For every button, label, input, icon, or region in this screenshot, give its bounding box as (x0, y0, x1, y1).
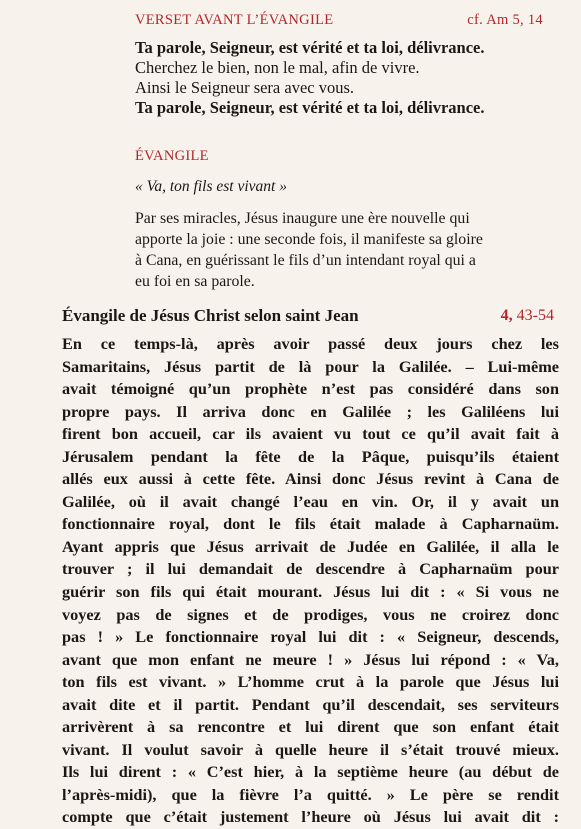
gospel-ref-chapter: 4, (500, 307, 513, 324)
verse-line: Ta parole, Seigneur, est vérité et ta loi, délivrance. (135, 98, 485, 117)
intro-line: Par ses miracles, Jésus inaugure une ère nouvelle qui (135, 210, 470, 227)
intro-line: apporte la joie : une seconde fois, il manifeste sa gloire (135, 231, 483, 248)
gospel-reference (501, 307, 554, 325)
gospel-body (62, 333, 559, 829)
body-line: avait témoigné qu’un prophète n’est pas considéré dans son (62, 379, 559, 399)
body-line: l’après-midi), que la fièvre l’a quitté. » Le père se rendit (62, 784, 559, 804)
body-line: Samaritains, Jésus partit de là pour la Galilée. – Lui-même (62, 356, 559, 376)
body-line: Jérusalem pendant la fête de la Pâque, puisqu’ils étaient (62, 446, 559, 466)
gospel-heading-text: Évangile de Jésus Christ selon saint Jean (62, 306, 359, 325)
body-line: Ils lui dirent : « C’est hier, à la septième heure (au début de (62, 762, 559, 782)
body-line: allés eux aussi à cette fête. Ainsi donc Jésus revint à Cana de (62, 469, 559, 489)
body-line: vivant. Il voulut savoir à quelle heure il s’était trouvé mieux. (62, 739, 559, 759)
body-line: Galilée, où il avait changé l’eau en vin. Or, il y avait un (62, 491, 559, 511)
body-line: fonctionnaire royal, dont le fils était malade à Capharnaüm. (62, 514, 559, 534)
gospel-reading-heading (62, 306, 562, 326)
intro-line: à Cana, en guérissant le fils d’un intendant royal qui a (135, 252, 476, 269)
body-line: avant que mon enfant ne meure ! » Jésus lui répond : « Va, (62, 649, 559, 669)
verse-line: Ainsi le Seigneur sera avec vous. (135, 78, 355, 97)
body-line: En ce temps-là, après avoir passé deux jours chez les (62, 334, 559, 353)
verse-line: Ta parole, Seigneur, est vérité et ta loi, délivrance. (135, 38, 485, 57)
body-line: firent bon accueil, car ils avaient vu tout ce qu’il avait fait à (62, 424, 559, 444)
body-line: guérir son fils qui était mourant. Jésus lui dit : « Si vous ne (62, 582, 559, 602)
gospel-ref-verses: 43-54 (512, 307, 554, 324)
verse-lines (135, 38, 555, 118)
body-line: voyez pas de signes et de prodiges, vous ne croirez donc (62, 604, 559, 624)
gospel-intro (135, 208, 555, 292)
body-line: pas ! » Le fonctionnaire royal lui dit : « Seigneur, descends, (62, 627, 559, 647)
verse-section-heading (135, 12, 543, 29)
body-line: arrivèrent à sa rencontre et lui dirent que son enfant était (62, 717, 559, 737)
gospel-subtitle: « Va, ton fils est vivant » (135, 178, 287, 195)
verse-line: Cherchez le bien, non le mal, afin de vivre. (135, 58, 420, 77)
body-line: ton fils est vivant. » L’homme crut à la parole que Jésus lui (62, 672, 559, 692)
verse-section-title: VERSET AVANT L’ÉVANGILE (135, 12, 334, 28)
body-line: trouver ; il lui demandait de descendre à Capharnaüm pour (62, 559, 559, 579)
intro-line: eu foi en sa parole. (135, 273, 255, 290)
body-line: avait dite et il partit. Pendant qu’il descendait, ses serviteurs (62, 694, 559, 714)
body-line: propre pays. Il arriva donc en Galilée ; les Galiléens lui (62, 401, 559, 421)
verse-section-reference: cf. Am 5, 14 (467, 12, 543, 28)
gospel-section-title: ÉVANGILE (135, 148, 209, 164)
body-line: Ayant appris que Jésus arrivait de Judée en Galilée, il alla le (62, 536, 559, 556)
body-line: compte que c’était justement l’heure où Jésus lui avait dit : (62, 807, 559, 827)
